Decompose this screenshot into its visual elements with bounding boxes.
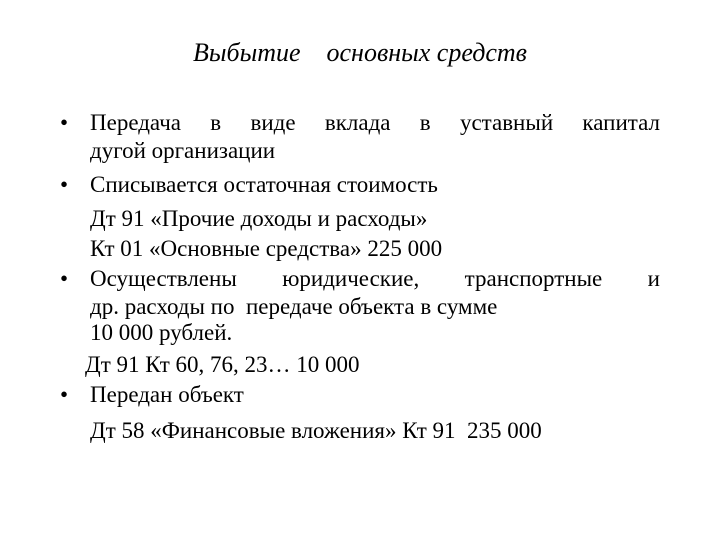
item-text-line: др. расходы по передаче объекта в сумме [90,294,498,319]
bullet-icon: • [60,266,69,291]
list-item [60,380,660,446]
bullet-icon: • [60,382,69,407]
list-item [60,264,660,380]
list-item [60,170,660,264]
item-text-line: Осуществлены юридические, транспортные и [90,266,660,291]
bullet-icon: • [60,172,69,197]
item-text-line: Передача в виде вклада в уставный капитал [90,110,660,135]
bullet-icon: • [60,110,69,135]
accounting-entry-debit: Дт 91 «Прочие доходы и расходы» [90,206,428,231]
accounting-entry: Дт 91 Кт 60, 76, 23… 10 000 [85,352,360,377]
accounting-entry: Дт 58 «Финансовые вложения» Кт 91 235 000 [90,418,542,443]
item-text-line: дугой организации [90,138,276,163]
accounting-entry-credit: Кт 01 «Основные средства» 225 000 [90,236,443,261]
bullet-list [60,108,660,446]
item-text-line: 10 000 рублей. [90,320,233,345]
list-item [60,108,660,164]
item-text-line: Списывается остаточная стоимость [90,172,438,197]
slide-title: Выбытие основных средств [193,38,527,67]
item-text-line: Передан объект [90,382,244,407]
